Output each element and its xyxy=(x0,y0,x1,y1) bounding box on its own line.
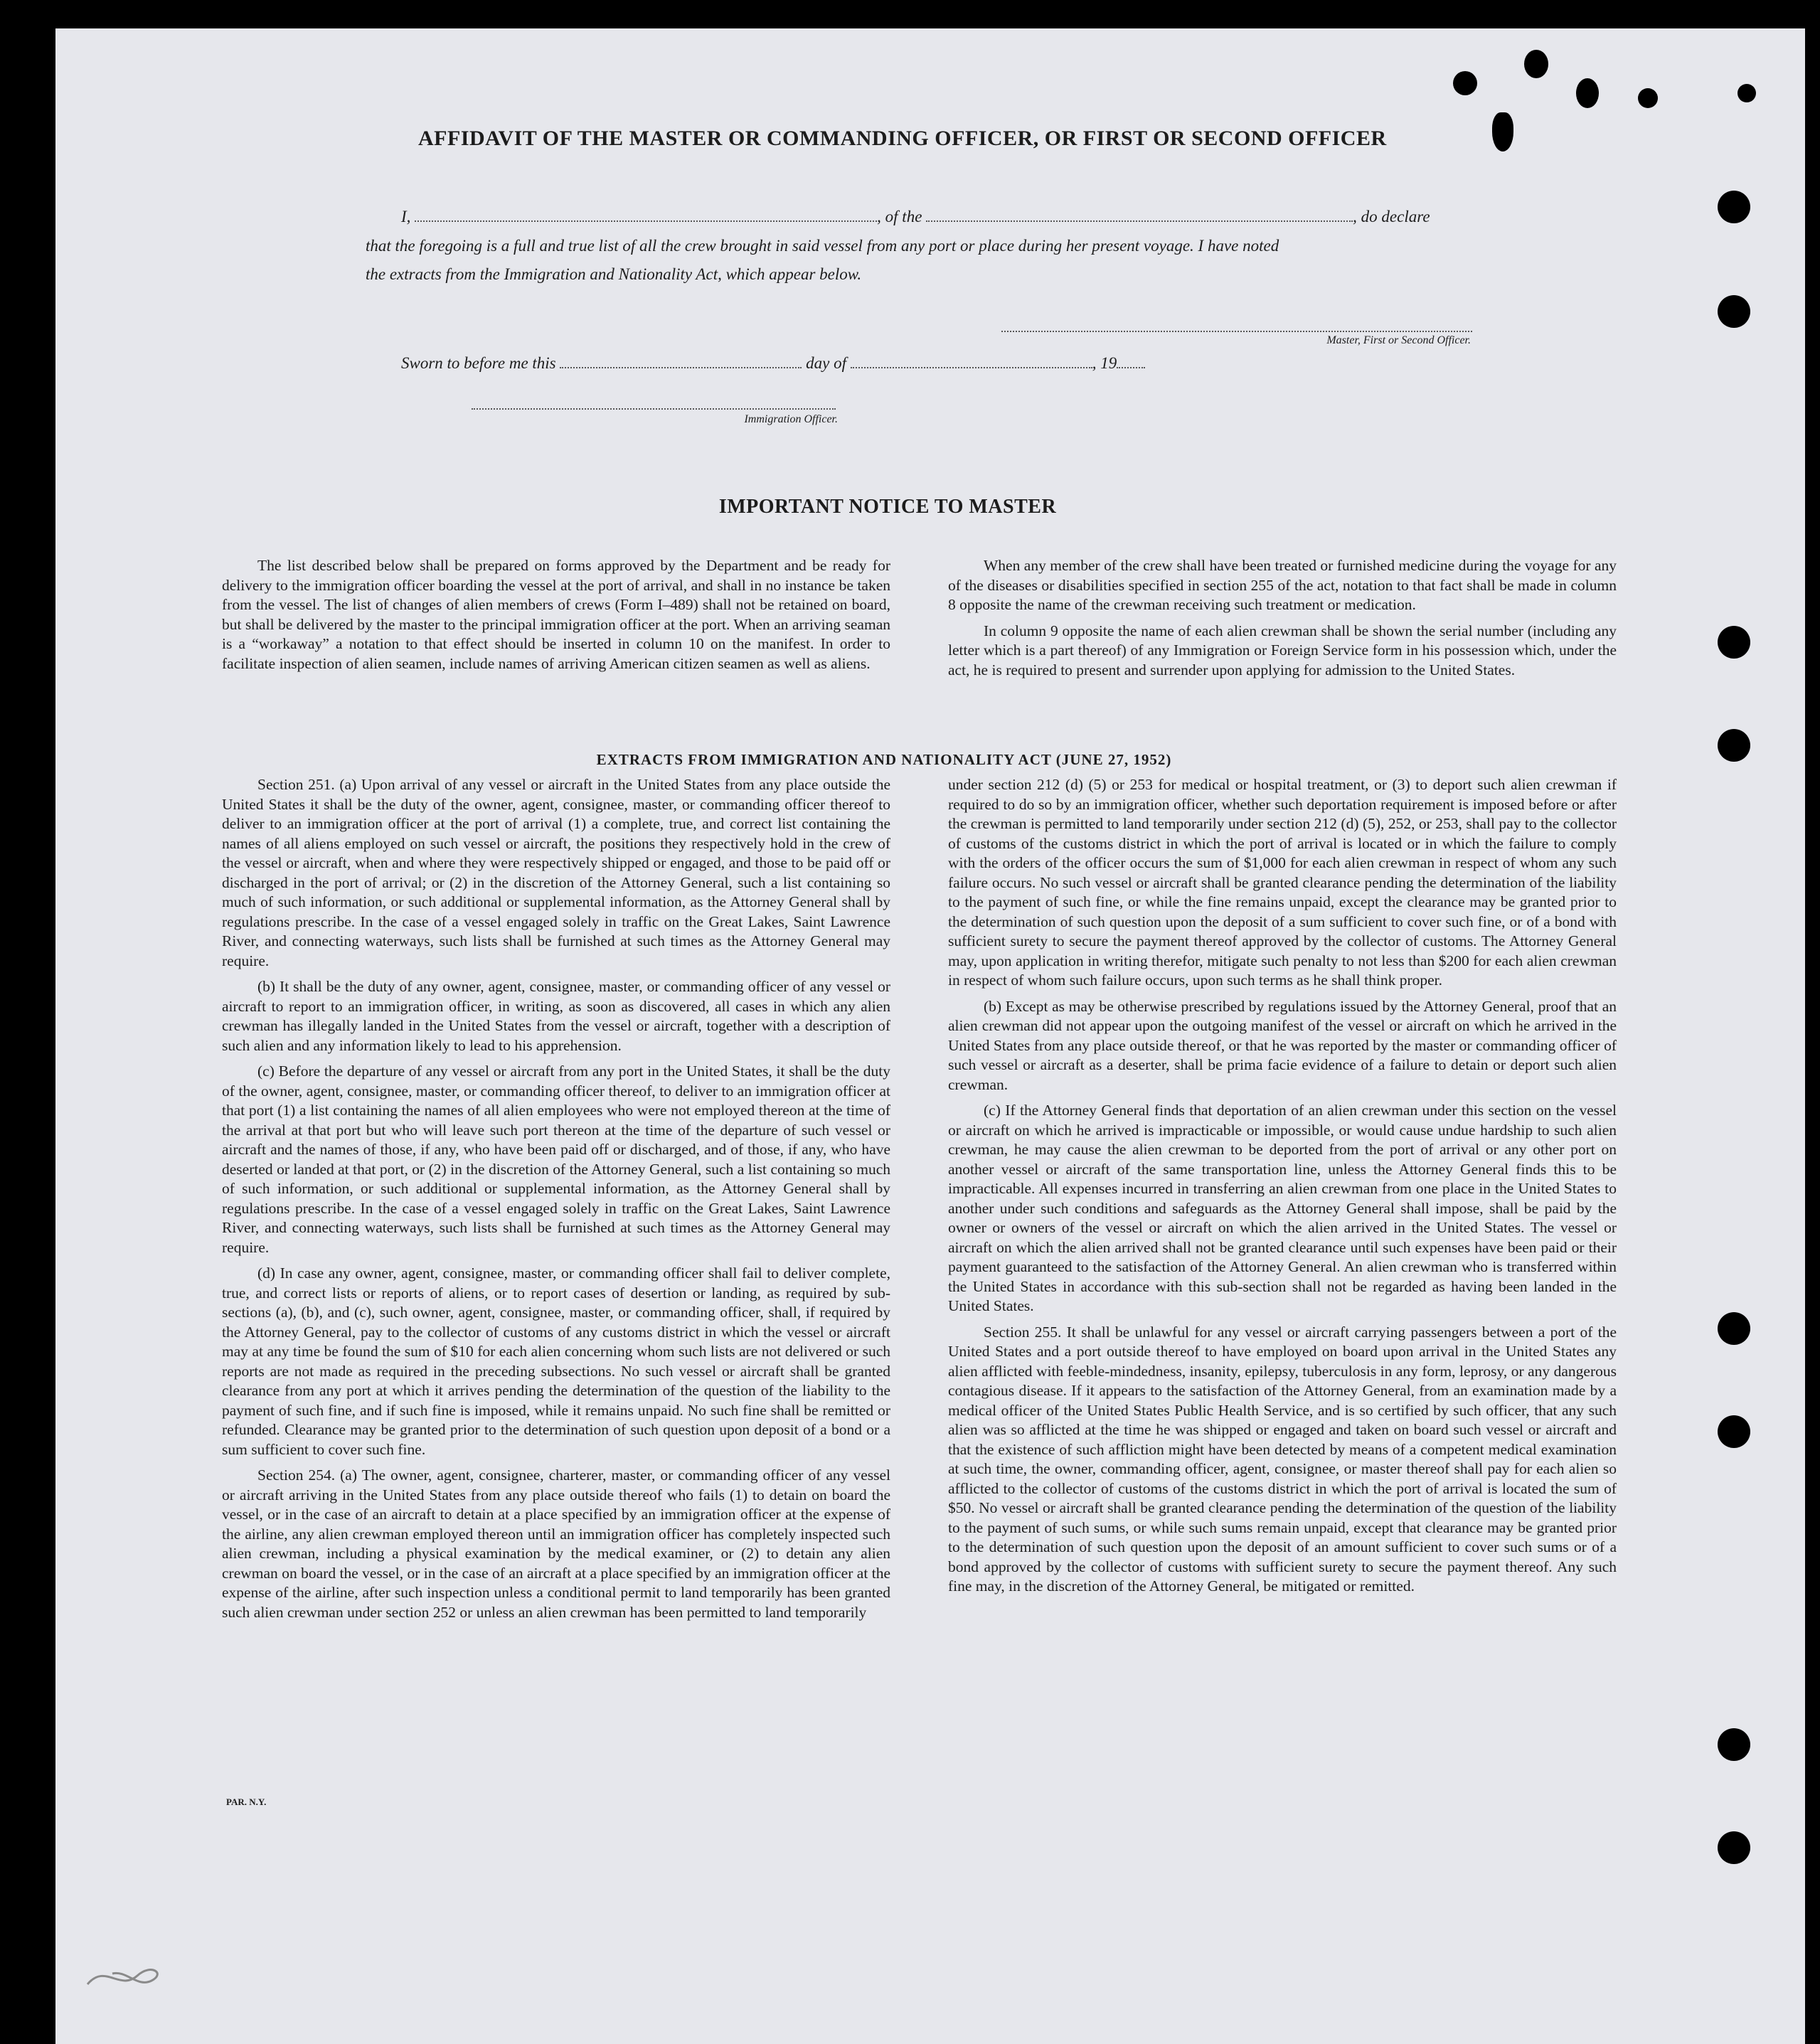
binding-hole xyxy=(1718,729,1750,762)
declaration-line-3: the extracts from the Immigration and Nationality Act, which appear below. xyxy=(366,265,862,283)
notice-right-column xyxy=(948,556,1617,686)
master-signature-line[interactable] xyxy=(1001,331,1472,332)
printer-mark: PAR. N.Y. xyxy=(226,1797,267,1807)
of-the-label: , of the xyxy=(877,208,922,225)
statute-paragraph: (d) In case any owner, agent, consignee, master, or commanding officer shall fail to deliver complete, true, and correct lists or reports of aliens, or to report cases of desertion or landing, as required by sub-sections (a), (b), and (c), such owner, agent, consignee, master, or commanding officer, shall, if required by the Attorney General, pay to the collector of customs of any customs district in which the vessel or aircraft may at any time be found the sum of $10 for each alien concerning whom such lists are not delivered or such reports are not made as required in the preceding subsections. No such vessel or aircraft shall be granted clearance from any port at which it arrives pending the determination of the question of the liability to the payment of such fine, and if such fine is imposed, while it remains unpaid. No such fine shall be remitted or refunded. Clearance may be granted prior to the determination of such question upon deposit of a bond or a sum sufficient to cover such fine. xyxy=(222,1265,890,1458)
sworn-label: Sworn to before me this xyxy=(401,354,556,372)
declaration-line-2: that the foregoing is a full and true list of all the crew brought in said vessel from any port or place during her present voyage. I have noted xyxy=(366,237,1279,255)
extracts-left-column xyxy=(222,775,890,1629)
statute-paragraph: Section 254. (a) The owner, agent, consignee, charterer, master, or commanding officer of any vessel or aircraft arriving in the United States from any place outside thereof who fails (1) to detain on board the vessel, or in the case of an aircraft to detain at a place specified by an immigration officer at the expense of the airline, any alien crewman employed thereon until an immigration officer has completely inspected such alien crewman, including a physical examination by the medical examiner, or (2) to detain any alien crewman on board the vessel, or in the case of an aircraft at a place specified by an immigration officer at the expense of the airline, after such inspection unless a conditional permit to land temporarily has been granted such alien crewman under section 252 or unless an alien crewman has been permitted to land temporarily xyxy=(222,1467,890,1621)
extracts-right-column xyxy=(948,775,1617,1603)
statute-paragraph: under section 212 (d) (5) or 253 for medical or hospital treatment, or (3) to deport such alien crewman if required to do so by an immigration officer, whether such deportation requirement is imposed before or after the crewman is permitted to land temporarily under section 212 (d) (5), 252, or 253, shall pay to the collector of customs of the customs district in which the port of arrival is located or in which the failure to comply with the orders of the officer occurs the sum of $1,000 for each alien crewman in respect of whom any such failure occurs. No such vessel or aircraft shall be granted clearance pending the determination of the liability to the payment of such fine, or while the fine remains unpaid, except the clearance may be granted prior to the determination of such question upon the deposit of a sum sufficient to cover such fine, or of a bond with sufficient surety to secure the payment thereof approved by the collector of customs. The Attorney General may, upon application in writing therefor, mitigate such penalty to not less than $200 for each alien crewman in respect of whom such failure occurs, upon such terms as he shall think proper. xyxy=(948,776,1617,989)
punch-hole xyxy=(1576,78,1599,108)
statute-paragraph: (b) Except as may be otherwise prescribed by regulations issued by the Attorney General, proof that an alien crewman did not appear upon the outgoing manifest of the vessel or aircraft on which he arrived in the United States from any place outside thereof, or that he was reported by the master or commanding officer of such vessel or aircraft as a deserter, shall be prima facie evidence of a failure to detain or deport such alien crewman. xyxy=(948,997,1617,1093)
binding-hole xyxy=(1718,626,1750,659)
master-signature-caption: Master, First or Second Officer. xyxy=(1326,334,1471,346)
punch-hole xyxy=(1453,71,1477,95)
affidavit-title: AFFIDAVIT OF THE MASTER OR COMMANDING OFFICER, OR FIRST OR SECOND OFFICER xyxy=(418,127,1387,150)
punch-hole xyxy=(1638,88,1658,108)
notice-left-column xyxy=(222,556,890,680)
declarant-label: I, xyxy=(401,208,411,225)
binding-hole xyxy=(1718,1831,1750,1864)
statute-paragraph: (c) If the Attorney General finds that deportation of an alien crewman under this section on the vessel or aircraft on which he arrived is impracticable or impossible, or would cause undue hardship to such alien crewman, he may cause the alien crewman to be deported from the port of arrival or any other port on another vessel or aircraft of the same transportation line, unless the Attorney General finds this to be impracticable. All expenses incurred in transferring an alien crewman from one place in the United States to another under such conditions and safeguards as the Attorney General shall impose, shall be paid by the owner or owners of the vessel or aircraft on which the alien arrived in the United States. The vessel or aircraft on which the alien arrived shall not be granted clearance until such expenses have been paid or their payment guaranteed to the satisfaction of the Attorney General. An alien crewman who is transferred within the United States in accordance with this sub-section shall not be regarded as having been landed in the United States. xyxy=(948,1102,1617,1314)
sworn-day-field[interactable] xyxy=(560,356,802,368)
notice-title: IMPORTANT NOTICE TO MASTER xyxy=(718,496,1057,518)
binding-hole xyxy=(1718,1728,1750,1761)
officer-signature-line[interactable] xyxy=(472,408,836,410)
year-label: , 19 xyxy=(1092,354,1117,372)
declaration-line-1 xyxy=(401,208,1539,226)
pencil-scribble xyxy=(84,1956,169,1998)
statute-paragraph: Section 251. (a) Upon arrival of any vessel or aircraft in the United States from any place outside the United States it shall be the duty of the owner, agent, consignee, master, or commanding officer thereof to deliver to an immigration officer at the port of arrival (1) a complete, true, and correct list containing the names of all aliens employed on such vessel or aircraft, the positions they respectively hold in the crew of the vessel or aircraft, when and where they were respectively shipped or engaged, and those to be paid off or discharged in the port of arrival; or (2) in the discretion of the Attorney General, such a list containing so much of such information, or such additional or supplemental information, as the Attorney General shall by regulations prescribe. In the case of a vessel engaged solely in traffic on the Great Lakes, Saint Lawrence River, and connecting waterways, such lists shall be furnished at such times as the Attorney General may require. xyxy=(222,776,890,969)
declarant-name-field[interactable] xyxy=(415,209,877,222)
statute-paragraph: (c) Before the departure of any vessel or aircraft from any port in the United States, it shall be the duty of the owner, agent, consignee, master, or commanding officer thereof, to deliver to an immigration officer at that port (1) a list containing the names of all alien employees who were not employed thereon at the time of the arrival at that port but who will leave such port thereon at the time of the departure of such vessel or aircraft and the names of those, if any, who have been paid off or discharged, and of those, if any, who have deserted or landed at that port, or (2) in the discretion of the Attorney General, such a list containing so much of such information, or such additional or supplemental information, as the Attorney General shall by regulations prescribe. In the case of a vessel engaged solely in traffic on the Great Lakes, Saint Lawrence River, and connecting waterways, such lists shall be furnished at such times as the Attorney General may require. xyxy=(222,1063,890,1256)
punch-hole xyxy=(1524,50,1548,78)
notice-paragraph: When any member of the crew shall have been treated or furnished medicine during the voyage for any of the diseases or disabilities specified in section 255 of the act, notation to that fact shall be made in column 8 opposite the name of the crewman receiving such treatment or medication. xyxy=(948,557,1617,613)
do-declare-label: , do declare xyxy=(1353,208,1430,225)
notice-paragraph: In column 9 opposite the name of each alien crewman shall be shown the serial number (including any letter which is a part thereof) of any Immigration or Foreign Service form in his possession which, under the act, he is required to present and surrender upon applying for admission to the United States. xyxy=(948,622,1617,678)
sworn-line xyxy=(401,354,1326,373)
binding-hole xyxy=(1718,295,1750,328)
statute-paragraph: Section 255. It shall be unlawful for any vessel or aircraft carrying passengers between a port of the United States and a port outside thereof to have employed on board upon arrival in the United States any alien afflicted with feeble-mindedness, insanity, epilepsy, tuberculosis in any form, leprosy, or any dangerous contagious disease. If it appears to the satisfaction of the Attorney General, from an examination made by a medical officer of the United States Public Health Service, and is so certified by such officer, that any such alien was so afflicted at the time he was shipped or engaged and taken on board such vessel or aircraft and that the existence of such affliction might have been detected by means of a competent medical examination at such time, the owner, commanding officer, agent, consignee, or master thereof shall pay for each alien so afflicted to the collector of customs of the customs district in which the port of arrival is located the sum of $50. No vessel or aircraft shall be granted clearance pending the determination of the question of the liability to the payment of such sums, or while such sums remain unpaid, except that clearance may be granted prior to the determination of such question upon the deposit of an amount sufficient to cover such sums or of a bond approved by the collector of customs with sufficient surety to secure the payment thereof. Any such fine may, in the discretion of the Attorney General, be mitigated or remitted. xyxy=(948,1323,1617,1595)
notice-paragraph: The list described below shall be prepared on forms approved by the Department and be ready for delivery to the immigration officer boarding the vessel at the port of arrival, and shall in no instance be taken from the vessel. The list of changes of alien members of crews (Form I–489) shall not be retained on board, but shall be delivered by the master to the principal immigration officer at the port. When an arriving seaman is a “workaway” a notation to that effect should be inserted in column 10 on the manifest. In order to facilitate inspection of alien seamen, include names of arriving American citizen seamen as well as aliens. xyxy=(222,557,890,672)
sworn-year-field[interactable] xyxy=(1117,356,1145,368)
officer-signature-caption: Immigration Officer. xyxy=(744,413,838,425)
punch-hole xyxy=(1737,84,1756,102)
extracts-title: EXTRACTS FROM IMMIGRATION AND NATIONALITY ACT (JUNE 27, 1952) xyxy=(596,751,1172,768)
binding-hole xyxy=(1718,1312,1750,1345)
binding-hole xyxy=(1718,191,1750,223)
day-of-label: day of xyxy=(806,354,846,372)
punch-hole xyxy=(1492,112,1513,151)
binding-hole xyxy=(1718,1415,1750,1448)
statute-paragraph: (b) It shall be the duty of any owner, agent, consignee, master, or commanding officer of any vessel or aircraft to report to an immigration officer, in writing, as soon as discovered, all cases in which any alien crewman has illegally landed in the United States from the vessel or aircraft, together with a description of such alien and any information likely to lead to his apprehension. xyxy=(222,978,890,1054)
vessel-name-field[interactable] xyxy=(926,209,1353,222)
sworn-month-field[interactable] xyxy=(851,356,1092,368)
document-page xyxy=(55,28,1805,2044)
